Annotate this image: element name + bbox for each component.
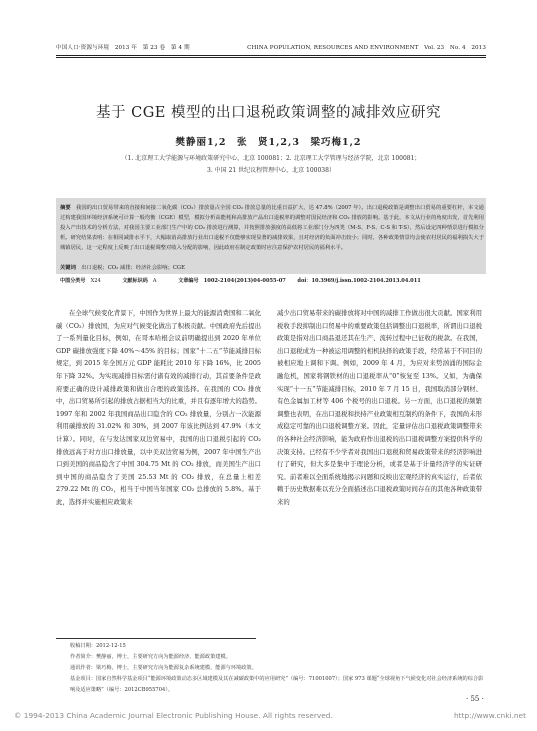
footnote-corresponding: 通讯作者：梁巧梅，博士，主要研究方向为能源复杂系统建模、能源与环境政策。 xyxy=(70,665,257,671)
footnote-funding: 基金项目：国家自然科学基金项目“能源环境政策动态多区域建模及其在减碳政策中的应用研究”（编号：71001007）；国家 973 课题“全球视角下气候变化对社会经济系统的综合影响及适应策略”（编号：2012CB955704）。 xyxy=(70,676,484,693)
footnote-author-bio: 作者简介：樊静丽，博士，主要研究方向为能源经济、能源政策建模。 xyxy=(70,654,231,660)
running-header-left: 中国人口·资源与环境 2013 年 第 23 卷 第 4 期 xyxy=(56,45,190,51)
classification-line: 中图分类号 X24 文献标识码 A 文章编号 1002-2104(2013)04-0055-07 doi：10.3969/j.issn.1002-2104.2013.04.011 xyxy=(60,278,421,284)
clc-label: 中图分类号 xyxy=(60,278,86,284)
abstract xyxy=(60,203,484,253)
footnotes xyxy=(70,641,484,696)
affiliation-line: （1. 北京理工大学能源与环境政策研究中心，北京 100081；2. 北京理工大学管理与经济学院，北京 100081； xyxy=(121,155,421,162)
header-rule-bottom xyxy=(56,57,486,58)
doi-label: doi xyxy=(297,278,307,284)
abstract-text: 我国的出口贸易带来的直接和间接二氧化碳（CO₂）排放量占全国 CO₂ 排放总量的比重日益扩大，达 47.8%（2007 年）。出口退税政策是调整出口贸易的重要杠杆，本文通过构建我国环境经济系统可计算一般均衡（CGE）模型，模拟分析高能耗和高排放产品出口退税率的调整对国民经济和 CO₂ 排放的影响。基于此，本文从行业的角度出发，首先利用投入产出技术的分析方法，对我国主要工业部门生产中的 CO₂ 排放进行测算，并按照排放强度的高低将工业部门分为四类（M-S、F-S、C-S 和 T-S），然后设定四种情景进行模拟分析。研究结果表明：在相同减排水平下，大幅取消高排放行业出口退税不仅能够实现显著的减排效果，且对经济的负面冲击较小；同时，各种政策情景均会使农村居民的福利损失大于城镇居民，这一定程度上反映了出口退税调整对收入分配的影响，因此政府在制定政策时应注意保护农村居民的福利水平。 xyxy=(60,205,484,251)
keywords-label: 关键词 xyxy=(60,265,76,271)
copyright-text: © 1994-2013 China Academic Journal Electronic Publishing House. All rights reserved. xyxy=(14,711,333,720)
article-title: 基于 CGE 模型的出口退税政策调整的减排效应研究 xyxy=(96,105,441,121)
affiliation-line: 3. 中国 21 世纪议程管理中心，北京 100038） xyxy=(207,167,335,174)
doc-code-label: 文献标识码 xyxy=(122,278,148,284)
body-column-left: 在全球气候变化背景下，中国作为世界上最大的能源消费国和二氧化碳（CO₂）排放国，为应对气候变化做出了积极贡献。中国政府先后提出了一系列量化目标，例如，在哥本哈根会议前明确提出到 2020 年单位 GDP 碳排放强度下降 40%～45% 的目标；国家“十二五”节能减排目标规定，到 2015 年全国万元 GDP 能耗比 2010 年下降 16%，比 2005 年下降 32%。为实现减排目标需付诸有效的减排行动，其首要条件是政府要正确的设计减排政策和做出合理的政策选择。在我国的 CO₂ 排放中，出口贸易所引起的排放占据相当大的比重，并且有逐年增大的趋势。1997 年和 2002 年我国商品出口隐含的 CO₂ 排放量，分别占一次能源利用碳排放的 31.02% 和 30%，到 2007 年该比例达到 47.9%（本文计算）。同时，在与发达国家双边贸易中，我国的出口退税引起的 CO₂ 排放远高于对方出口排放量，以中美双边贸易为例，2007 年中国生产出口到美国的商品隐含了中国 304.75 Mt 的 CO₂ 排放，而美国生产出口到中国的商品隐含了美国 25.53 Mt 的 CO₂ 排放，在总量上相差 279.22 Mt 的 CO₂，相当于中国当年国家 CO₂ 总排放的 5.8%。基于此，选择并实施相应政策来 xyxy=(56,309,261,506)
affiliations xyxy=(86,153,456,177)
article-no-label: 文章编号 xyxy=(178,278,199,284)
header-rule-top xyxy=(56,55,486,56)
clc-value: X24 xyxy=(90,278,101,284)
page-number: · 55 · xyxy=(466,695,484,703)
keywords xyxy=(60,264,484,272)
footnote-rule xyxy=(56,638,256,639)
running-header-right: CHINA POPULATION, RESOURCES AND ENVIRONMENT Vol. 23 No. 4 2013 xyxy=(247,45,486,51)
footnote-received: 收稿日期：2012-12-15 xyxy=(70,643,126,649)
cnki-link[interactable]: http://www.cnki.net xyxy=(454,711,527,720)
doc-code-value: A xyxy=(152,278,157,284)
author-list: 樊静丽1,2 张 贤1,2,3 梁巧梅1,2 xyxy=(175,137,362,148)
abstract-label: 摘要 xyxy=(60,205,71,211)
running-header xyxy=(56,44,486,52)
doi-value: 10.3969/j.issn.1002-2104.2013.04.011 xyxy=(311,278,421,284)
keywords-text: 出口退税；CO₂ 减排；经济社会影响；CGE xyxy=(81,265,186,271)
article-no-value: 1002-2104(2013)04-0055-07 xyxy=(203,278,286,284)
body-column-right: 减少出口贸易带来的碳排放将对中国的减排工作做出很大贡献。国家利用税收手段抑制出口贸易中的重要政策包括调整出口退税率，所谓出口退税政策是指对出口商品退还其在生产、流转过程中已征收的税款。在我国，出口退税成为一种被运用调整的相机抉择的政策手段，经常基于不同目的被相应地上调和下调。例如，2009 年 4 月，为应对来势汹涌的国际金融危机，国家将钢铁材的出口退税率从“0”恢复至 13%。又如，为确保实现“十一五”节能减排目标，2010 年 7 月 15 日，我国取消部分钢材、有色金属加工材等 406 个税号的出口退税。另一方面，出口退税的频繁调整也表明，在出口退税和扶持产业政策相互制约的条件下，我国尚未形成稳定可靠的出口退税调整方案。因此，定量评估出口退税政策调整带来的各种社会经济影响，能为政府作出退税的出口退税调整方案提供科学的决策支持。已经有不少学者对我国出口退税和贸易政策带来的经济影响进行了研究，但大多是集中于理论分析，或者是基于计量经济学的实证研究。前者难以全面系统地揭示问题和反映出宏观经济的真实运行，后者依赖于历史数据难以充分全面描述出口退税政策时间存在的其他各种政策带来的 xyxy=(277,309,482,506)
copyright-footer xyxy=(14,711,534,720)
